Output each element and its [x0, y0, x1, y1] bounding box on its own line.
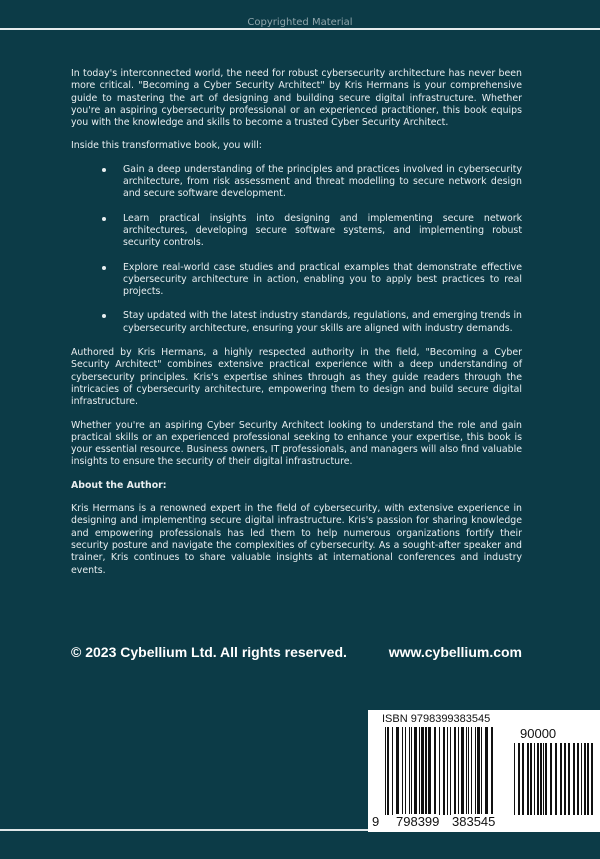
intro-paragraph: In today's interconnected world, the need for robust cybersecurity architecture has never been more critical. "Becoming a Cyber Security Architect" by Kris Hermans is your comprehensive guide to mastering the art of designing and building secure digital infrastructure. Whether you're an aspiring cybersecurity professional or an experienced practitioner, this book equips you with the knowledge and skills to become a trusted Cyber Security Architect.: [71, 68, 522, 129]
barcode-bar: [591, 743, 593, 815]
barcode-bar: [584, 743, 586, 815]
divider-line-bottom: [0, 829, 368, 831]
barcode-bar: [555, 743, 557, 815]
website-link: www.cybellium.com: [388, 644, 522, 660]
barcode-bar: [522, 743, 524, 815]
barcode-bar: [468, 727, 469, 815]
back-cover-text: [71, 68, 522, 588]
barcode-bar: [466, 727, 467, 815]
barcode-bar: [481, 727, 482, 815]
authored-paragraph: Authored by Kris Hermans, a highly respected authority in the field, "Becoming a Cyber Security Architect" combines extensive practical experience with a deep understanding of cybersecurity principles. Kris's expertise shines through as they guide readers through the intricacies of cybersecurity architecture, empowering them to design and build secure digital infrastructure.: [71, 347, 522, 408]
barcode-bar: [527, 743, 529, 815]
barcode-bar: [443, 727, 445, 815]
barcode-bar: [530, 743, 532, 815]
barcode-bar: [537, 743, 539, 815]
barcode-bar: [461, 727, 464, 826]
barcode-digits-left: 798399: [396, 814, 440, 829]
barcode-bar: [514, 743, 515, 815]
barcode-bar: [564, 743, 566, 815]
list-item: Learn practical insights into designing and implementing secure network architectures, developing secure software systems, and implementing robust security controls.: [123, 212, 522, 249]
list-item: Explore real-world case studies and practical examples that demonstrate effective cybersecurity architecture in action, enabling you to apply best practices to real projects.: [123, 261, 522, 298]
footer: [71, 644, 522, 660]
isbn-label: ISBN 9798399383545: [382, 713, 491, 725]
feature-list: [71, 164, 522, 335]
barcode-bar: [439, 727, 440, 815]
barcode-bar: [577, 743, 579, 815]
barcode-digit-first: 9: [372, 814, 380, 829]
list-item: Stay updated with the latest industry standards, regulations, and emerging trends in cybersecurity architecture, ensuring your skills are aligned with industry demands.: [123, 310, 522, 334]
audience-paragraph: Whether you're an aspiring Cyber Security Architect looking to understand the role and gain practical skills or an experienced professional seeking to enhance your expertise, this book is your essential resource. Business owners, IT professionals, and managers will also find valuable insights to ensure the security of their digital infrastructure.: [71, 419, 522, 468]
barcode-bar: [405, 727, 406, 815]
price-code: 90000: [520, 726, 557, 741]
about-heading: About the Author:: [71, 479, 167, 491]
barcode-bar: [458, 727, 459, 815]
barcode-bar: [485, 727, 488, 815]
barcode-bar: [454, 727, 456, 815]
barcode-bar: [540, 743, 542, 815]
barcode-bar: [475, 727, 476, 815]
barcode-bar: [568, 743, 570, 815]
barcode-bar: [421, 727, 424, 815]
isbn-barcode: [368, 710, 600, 832]
barcode-bar: [560, 743, 562, 815]
barcode-bar: [550, 743, 552, 815]
copyright-notice: © 2023 Cybellium Ltd. All rights reserved.: [71, 644, 347, 660]
divider-line: [0, 28, 600, 30]
barcode-bar: [573, 743, 575, 815]
barcode-bar: [587, 743, 589, 815]
barcode-bar: [414, 727, 417, 826]
barcode-bar: [450, 727, 451, 815]
barcode-bar: [425, 727, 427, 826]
barcode-bar: [447, 727, 448, 815]
barcode-bar: [402, 727, 403, 815]
barcode-bar: [411, 727, 412, 815]
barcode-bar: [392, 727, 393, 815]
list-intro: Inside this transformative book, you will:: [71, 140, 262, 152]
barcode-bar: [419, 727, 420, 815]
barcode-bar: [396, 727, 399, 826]
barcode-bar: [434, 727, 436, 815]
list-item: Gain a deep understanding of the principles and practices involved in cybersecurity architecture, from risk assessment and threat modelling to secure network design and secure software development.: [123, 163, 522, 200]
barcode-bar: [471, 727, 472, 815]
barcode-bar: [518, 743, 520, 815]
barcode-digits-right: 383545: [452, 814, 496, 829]
barcode-bar: [477, 727, 480, 826]
barcode-bar: [534, 743, 535, 815]
barcode-bar: [387, 727, 389, 815]
barcode-bar: [581, 743, 582, 815]
barcode-bar: [543, 743, 544, 815]
barcode-bar: [545, 743, 547, 815]
about-paragraph: Kris Hermans is a renowned expert in the field of cybersecurity, with extensive experience in designing and implementing secure digital infrastructure. Kris's passion for sharing knowledge and empowering professionals has led them to help numerous organizations fortify their security posture and navigate the complexities of cybersecurity. As a sought-after speaker and trainer, Kris continues to share valuable insights at international conferences and industry events.: [71, 503, 522, 576]
barcode-bar: [428, 727, 431, 815]
barcode-bar: [409, 727, 410, 815]
copyright-watermark: Copyrighted Material: [247, 17, 353, 28]
barcode-bar: [385, 727, 386, 815]
barcode-bar: [491, 727, 493, 826]
